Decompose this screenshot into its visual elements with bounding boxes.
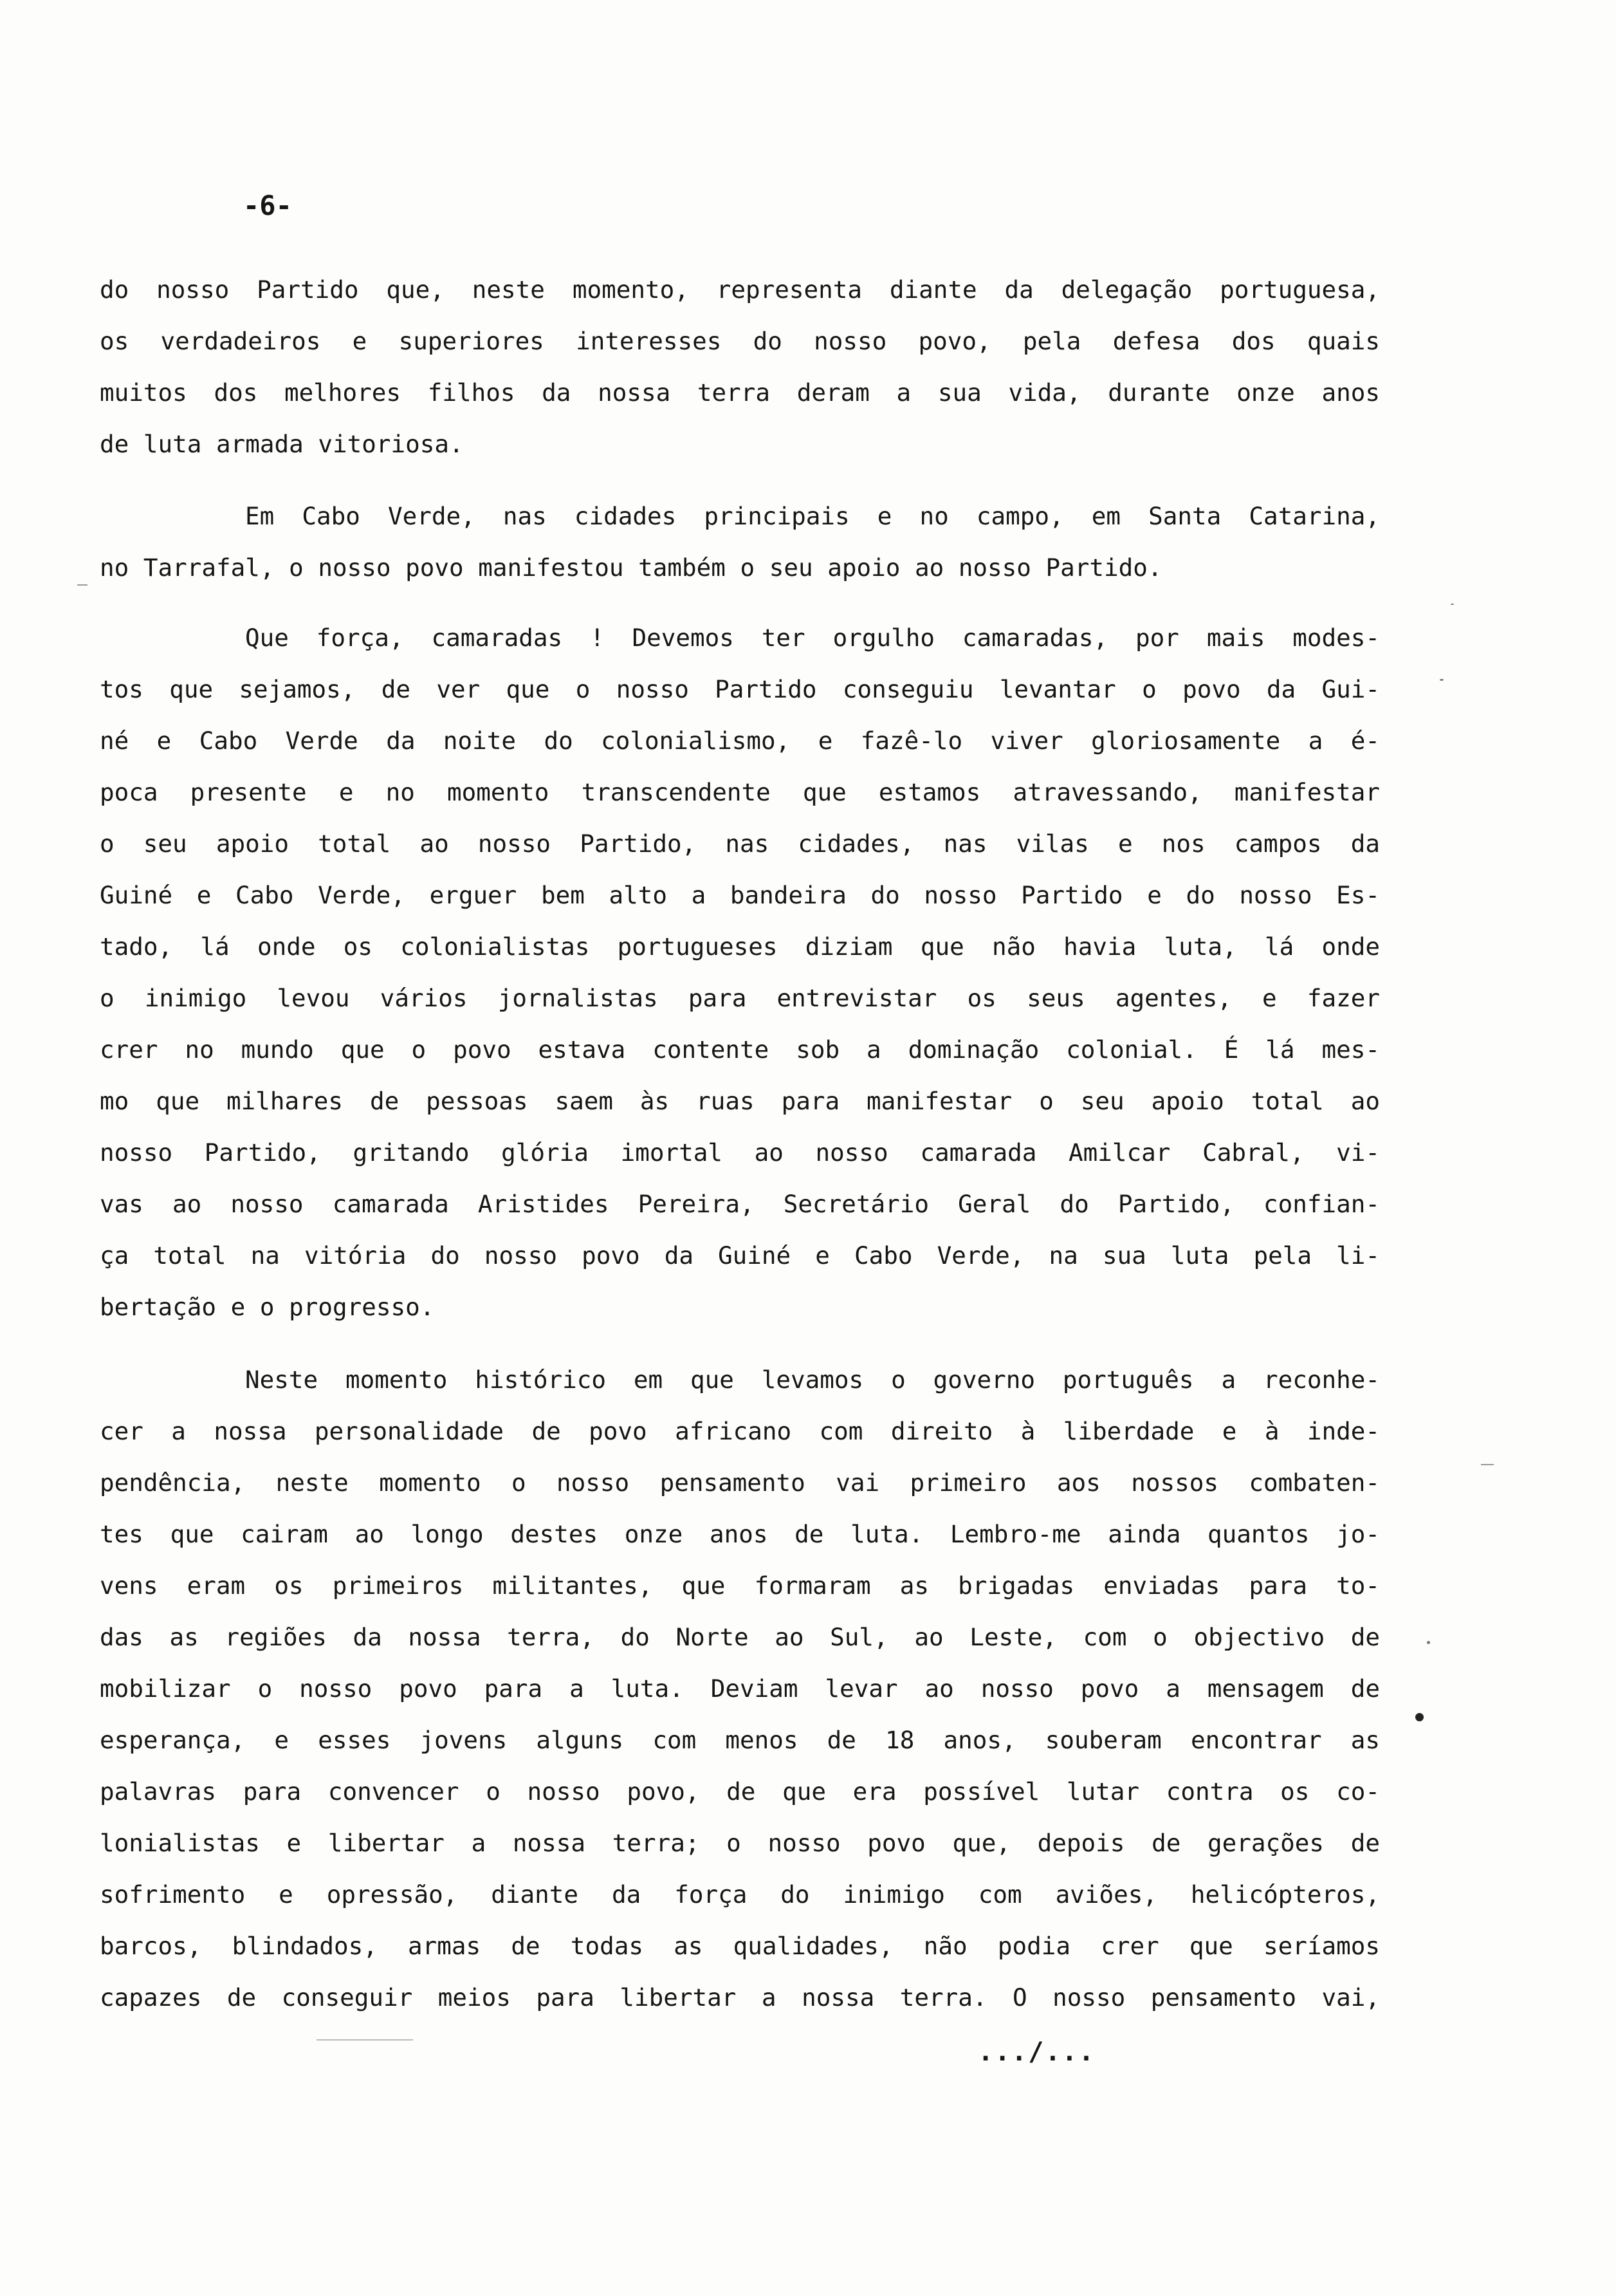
text-line: crer no mundo que o povo estava contente sob a dominação colonial. É lá mes- bbox=[100, 1035, 1380, 1064]
text-line: tos que sejamos, de ver que o nosso Partido conseguiu levantar o povo da Gui- bbox=[100, 675, 1380, 703]
text-line: poca presente e no momento transcendente que estamos atravessando, manifestar bbox=[100, 778, 1380, 806]
scan-speck bbox=[1451, 604, 1454, 605]
text-line: mo que milhares de pessoas saem às ruas para manifestar o seu apoio total ao bbox=[100, 1087, 1380, 1115]
text-line: das as regiões da nossa terra, do Norte ao Sul, ao Leste, com o objectivo de bbox=[100, 1623, 1380, 1651]
text-line: palavras para convencer o nosso povo, de que era possível lutar contra os co- bbox=[100, 1777, 1380, 1806]
text-line: né e Cabo Verde da noite do colonialismo, e fazê-lo viver gloriosamente a é- bbox=[100, 727, 1380, 755]
text-line: ça total na vitória do nosso povo da Guiné e Cabo Verde, na sua luta pela li- bbox=[100, 1241, 1380, 1270]
text-line: Que força, camaradas ! Devemos ter orgulho camaradas, por mais modes- bbox=[245, 624, 1380, 652]
text-line: barcos, blindados, armas de todas as qualidades, não podia crer que seríamos bbox=[100, 1932, 1380, 1960]
text-line: nosso Partido, gritando glória imortal ao nosso camarada Amilcar Cabral, vi- bbox=[100, 1138, 1380, 1167]
text-line: de luta armada vitoriosa. bbox=[100, 430, 464, 458]
text-line: o inimigo levou vários jornalistas para entrevistar os seus agentes, e fazer bbox=[100, 984, 1380, 1012]
text-line: sofrimento e opressão, diante da força do inimigo com aviões, helicópteros, bbox=[100, 1880, 1380, 1909]
text-line: no Tarrafal, o nosso povo manifestou também o seu apoio ao nosso Partido. bbox=[100, 553, 1162, 582]
text-line: pendência, neste momento o nosso pensamento vai primeiro aos nossos combaten- bbox=[100, 1468, 1380, 1497]
text-line: Em Cabo Verde, nas cidades principais e no campo, em Santa Catarina, bbox=[245, 502, 1380, 530]
text-line: do nosso Partido que, neste momento, representa diante da delegação portuguesa, bbox=[100, 275, 1380, 304]
text-line: lonialistas e libertar a nossa terra; o nosso povo que, depois de gerações de bbox=[100, 1829, 1380, 1857]
text-line: capazes de conseguir meios para libertar a nossa terra. O nosso pensamento vai, bbox=[100, 1983, 1380, 2012]
text-line: mobilizar o nosso povo para a luta. Deviam levar ao nosso povo a mensagem de bbox=[100, 1674, 1380, 1703]
text-line: Neste momento histórico em que levamos o governo português a reconhe- bbox=[245, 1366, 1380, 1394]
scan-speck bbox=[1415, 1713, 1424, 1721]
text-line: tes que cairam ao longo destes onze anos de luta. Lembro-me ainda quantos jo- bbox=[100, 1520, 1380, 1548]
text-line: muitos dos melhores filhos da nossa terra deram a sua vida, durante onze anos bbox=[100, 378, 1380, 407]
continuation-mark: .../... bbox=[978, 2037, 1096, 2067]
text-line: o seu apoio total ao nosso Partido, nas cidades, nas vilas e nos campos da bbox=[100, 829, 1380, 858]
text-line: cer a nossa personalidade de povo africano com direito à liberdade e à inde- bbox=[100, 1417, 1380, 1445]
page-number: -6- bbox=[243, 190, 292, 221]
scan-speck bbox=[77, 584, 87, 586]
text-line: Guiné e Cabo Verde, erguer bem alto a bandeira do nosso Partido e do nosso Es- bbox=[100, 881, 1380, 909]
scan-speck bbox=[1427, 1641, 1430, 1644]
scan-speck bbox=[1440, 679, 1444, 681]
scan-speck bbox=[317, 2039, 413, 2041]
scan-speck bbox=[1481, 1464, 1494, 1465]
text-line: vas ao nosso camarada Aristides Pereira, Secretário Geral do Partido, confian- bbox=[100, 1190, 1380, 1218]
text-line: esperança, e esses jovens alguns com menos de 18 anos, souberam encontrar as bbox=[100, 1726, 1380, 1754]
text-line: bertação e o progresso. bbox=[100, 1293, 435, 1321]
text-line: tado, lá onde os colonialistas portugueses diziam que não havia luta, lá onde bbox=[100, 932, 1380, 961]
text-line: os verdadeiros e superiores interesses do nosso povo, pela defesa dos quais bbox=[100, 327, 1380, 355]
text-line: vens eram os primeiros militantes, que formaram as brigadas enviadas para to- bbox=[100, 1571, 1380, 1600]
